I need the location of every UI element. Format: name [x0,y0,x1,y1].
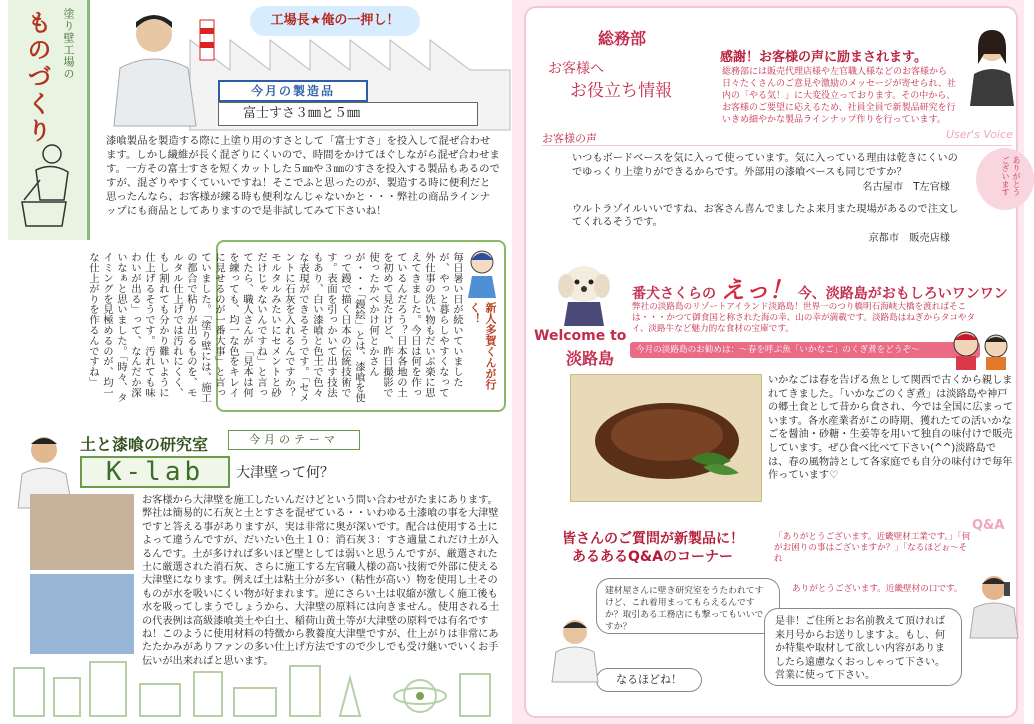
customer-voice-list [572,152,960,253]
qa-title-line1: 皆さんのご質問が新製品に！ [562,531,744,547]
voice-text: ウルトラゾイルいいですね、お客さん喜んでましたよ来月また現場があるので注文してくれるそうです。 [572,203,959,228]
sakura-title [632,270,1008,305]
month-product-label: 今月の製造品 [218,80,368,102]
qa-title-line2: あるあるQ&Aのコーナー [572,549,733,565]
right-content-frame [524,6,1021,718]
customer-voice-en: User's Voice [946,128,1013,141]
qa-question-bubble: 建材屋さんに壁き研究室をうたわれてすけど、これ着用まってもらえるんですか？取引ある工務店にも撃ってもいいですか？ [596,578,780,634]
product-name: 富士すさ３㎜と５㎜ [218,102,478,126]
klab-logo: K-lab [80,456,230,488]
right-page [512,0,1024,724]
theme-label: 今月のテーマ [228,430,360,450]
customer-voice-label: お客様の声 [542,132,597,145]
craftsman-illustration [14,140,84,230]
to-customer-heading: お客様へ [548,61,604,77]
section-title: ものづくり [23,10,52,145]
voice-text: いつもボードベースを気に入って使っています。気に入っている理由は乾きにくいのでゆっくり上塗りができるからです。外部用の漆喰ベースも同じですか？ [572,153,958,178]
voice-divider [542,145,1012,146]
sakura-title-big: えっ！ [720,276,793,304]
department-name: 総務部 [598,29,647,48]
voice-signature: 名古屋市 T左官様 [862,182,950,193]
useful-info-heading: お役立ち情報 [570,81,672,101]
welcome-text: Welcome to [534,328,627,344]
product-description: 漆喰製品を製造する際に上塗り用のすさとして「富士すさ」を投入して混ぜ合わせます。しかし繊維が長く混ざりにくいので、時間をかけてほぐしながら混ぜ合わせます。一方その富士すさを短くカットした５㎜や３㎜のすさを投入する製品もあるのですが、混ざりやすくていいですね！そこでふと思ったのが、製造する時に便利だと思ったんなら、お客様が練る時も便利なんじゃないかと・・・弊社の商品ラインナップにも商品としてありますので是非試してみて下さいね！ [106,135,500,217]
section-subtitle: 塗り壁工場の [62,8,75,80]
new-staff-illustration [462,246,502,298]
sakura-title-pre: 番犬さくらの [632,286,716,302]
manager-recommend-title: 工場長★俺の一押し！ [250,6,420,36]
lab-equipment-decoration [10,658,500,720]
qa-intro: 「ありがとうございます。近畿壁材工業です。」「何がお困りの事はございますか？」「なるほどぉ～それ [774,532,971,564]
klab-section [0,420,512,724]
qa-en-label: Q&A [972,518,1005,533]
klab-body: お客様から大津壁を施工したいんだけどという問い合わせがたまにあります。弊社は簡易的に石灰と土とすさを混ぜている・・いわゆる土漆喰の事を大津壁ですと答える事がありますが、実は非常に奥が深いです。配合は使用する土によって違うんですが、だいたい色土１０：消石灰３：すさ適量これだけ土が入るんです。土が多ければ多いほど壁としては弱いと思うんですが、厳選された土に厳選された消石灰、さらに施工する左官職人様の高い技術で外部に使える大津壁になります。例えば土は粘土分が多い（粘性が高い）物を使用し土そのものが水を吸いにくい物が好まれます。逆にさらい土は収縮が激しく施工後も水を吸ってしまうでしょうから、大津壁の原料には向きません。使用される土の代表例は高級漆喰美土や白土、稲荷山黄土等が大津壁の原料では有名ですね！このように使用材料の特徴から教養度大津壁ですが、仕上がりは非常にあたたかみがありファンの多い仕上げ方法ですので少しでも受け継いでいくお手伝いが出来ればと思います。 [142,495,500,667]
staff-phone-photo [966,568,1022,638]
qa-answer-bubble: 是非！ご住所とお名前教えて頂ければ来月号からお送りしますよ。もし、何か特集や取材して欲しい内容がありましたら遠慮なくおっしゃって下さい。営業に使って下さい。 [764,608,962,686]
customer-photo [548,612,602,682]
factory-manager-photo [96,6,214,126]
kugini-illustration [571,375,763,503]
awaji-description: 弊社の淡路島のリゾートアイランド淡路島！世界一のつり橋明石海峡大橋を渡ればそこは・・・かつて御食国と称された海の幸、山の幸が満載です。淡路島はねぎからタコやタイ、淡路牛など魅力的な食材の宝庫です。 [632,302,976,334]
thanks-body: 総務部には販売代理店様や左官職人様などのお客様から日々たくさんのご意見や激励のメッセージが寄せられ、社内の「やる気！」に大変役立っております。その中から、お客様のご要望に応えるため、社員全員で新製品研究を行いきめ細やかな製品ラインナップ作りを行っています。 [722,67,957,125]
klab-heading: 土と漆喰の研究室 [80,435,209,454]
new-staff-column [87,240,506,412]
house-photo [30,574,134,654]
kugini-description: いかなごは春を告げる魚として関西で古くから親しまれてきました。「いかなごのくぎ煮」は淡路島や神戸の郷土食として昔から食され、今では全国に広まっています。各水産業者がこの時期、獲れたての活いかなごを醤油・砂糖・生姜等を用いて独自の味付けで販売しています。ぜひ食べ比べて下さい(^^)淡路島では、春の風物詩として各家庭でも自分の味付けで毎年作っています♡ [768,375,1014,482]
monthly-recommendation: 今月の淡路島のお勧めは：～春を呼ぶ魚「いかなご」のくぎ煮をどうぞ～ [630,342,980,358]
thanks-bubble: ありがとうございます [976,148,1034,210]
operator-photo [966,24,1018,106]
mascot-characters [950,328,1016,372]
ikanago-kugini-photo [570,374,762,502]
klab-question: 大津壁って何？ [236,465,334,481]
otsu-wall-photo [30,494,134,570]
new-staff-title: 新人多賀くんが行く！ [468,302,497,390]
dog-sakura-photo [548,256,620,326]
new-staff-text: 毎日暑い日が続いていましたが、やっと暮らしやすくなって外仕事の洗い物もだいぶ楽に思えてきました。今日は何を作っているんだろう？日本各地の土を初めて見たけど、昨日撮影で使ったかべかけ何とかさんが・・・「鏝絵」とは、漆喰を使って鏝で描く日本の伝統技術です。表面を引っかいて出す技法もあり、白い漆喰と色土で色々な表現ができるそうです。「セメントに石灰を入れるんですか？モルタルみたいにセメントと砂だけじゃないんですね」と言ってたら、職人さんが「見本は何を練っても、均一な色をキレイに見せるのが一番大事」と言っていました。「塗り壁には、施工の都合で粘りが出るものを、モルタル仕上げでは汚れにくく、もし割れても分かり難いように仕上げるそうです。汚れても味わいが出る」って、なんだか深いなぁと思いました。「時々、タイミングを見極めるのが、均一な仕上がりを作るんですね」 [87,252,463,403]
awaji-title: 淡路島 [566,349,615,368]
qa-intro-2: ありがとうございます。近畿壁材の口です。 [792,584,963,594]
voice-signature: 京都市 販売店様 [868,232,950,244]
left-page [0,0,512,724]
sakura-title-post: 今、淡路島がおもしろいワンワン [797,286,1008,302]
thanks-title: 感謝！お客様の声に励まされます。 [720,50,927,65]
section-title-panel [8,0,90,240]
qa-reply-bubble: なるほどね！ [596,668,702,692]
